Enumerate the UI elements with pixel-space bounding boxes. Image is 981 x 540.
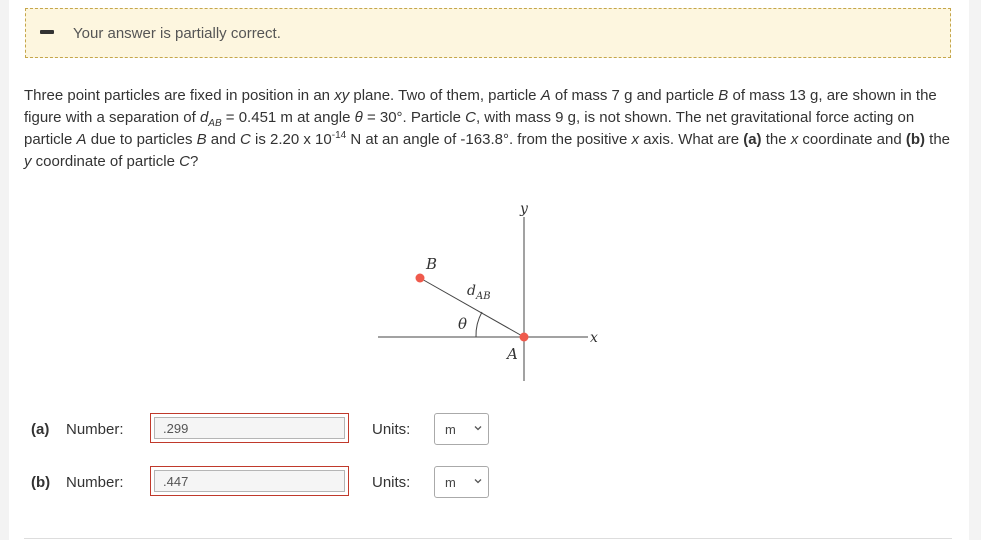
particle-figure [370,195,620,385]
units-label-b: Units: [372,474,411,491]
chevron-down-icon [473,476,483,486]
feedback-banner [25,8,951,58]
label-dab: $d_{AB}$ [467,283,491,302]
units-select-a[interactable] [434,413,489,445]
label-a: A [507,345,518,363]
units-label-a: Units: [372,421,411,438]
label-theta: θ [458,315,468,333]
units-value-a: m [445,422,456,437]
answer-input-a[interactable]: .299 [154,417,345,439]
units-select-b[interactable] [434,466,489,498]
chevron-down-icon [473,423,483,433]
answer-input-a-frame [150,413,349,443]
units-value-b: m [445,475,456,490]
particle-a [520,333,529,342]
question-text: Three point particles are fixed in position in an xy plane. Two of them, particle A of mass 7 g and particle B of mass 13 g, are shown in the figure with a separation of $d_{AB} = 0.451$ m at angle θ = 30°. Particle C, with mass 9 g, is not shown. The net gravitational force acting on particle A due to particles B and C is 2.20 x $10^{-14}$ N at an angle of -163.8°. from the positive x axis. What are (a) the x coordinate and (b) the y coordinate of particle C? [24,87,951,170]
answer-input-b-frame [150,466,349,496]
number-label-b: Number: [66,474,124,491]
number-label-a: Number: [66,421,124,438]
label-b: B [426,255,438,273]
part-label-a: (a) [31,421,50,438]
feedback-message: Your answer is partially correct. [73,25,281,42]
label-x: x [590,330,598,346]
minus-icon [40,30,54,34]
particle-b [416,274,425,283]
part-label-b: (b) [31,474,51,491]
divider [24,538,952,539]
theta-arc [476,312,482,337]
label-y: y [520,201,528,217]
answer-input-b[interactable]: .447 [154,470,345,492]
